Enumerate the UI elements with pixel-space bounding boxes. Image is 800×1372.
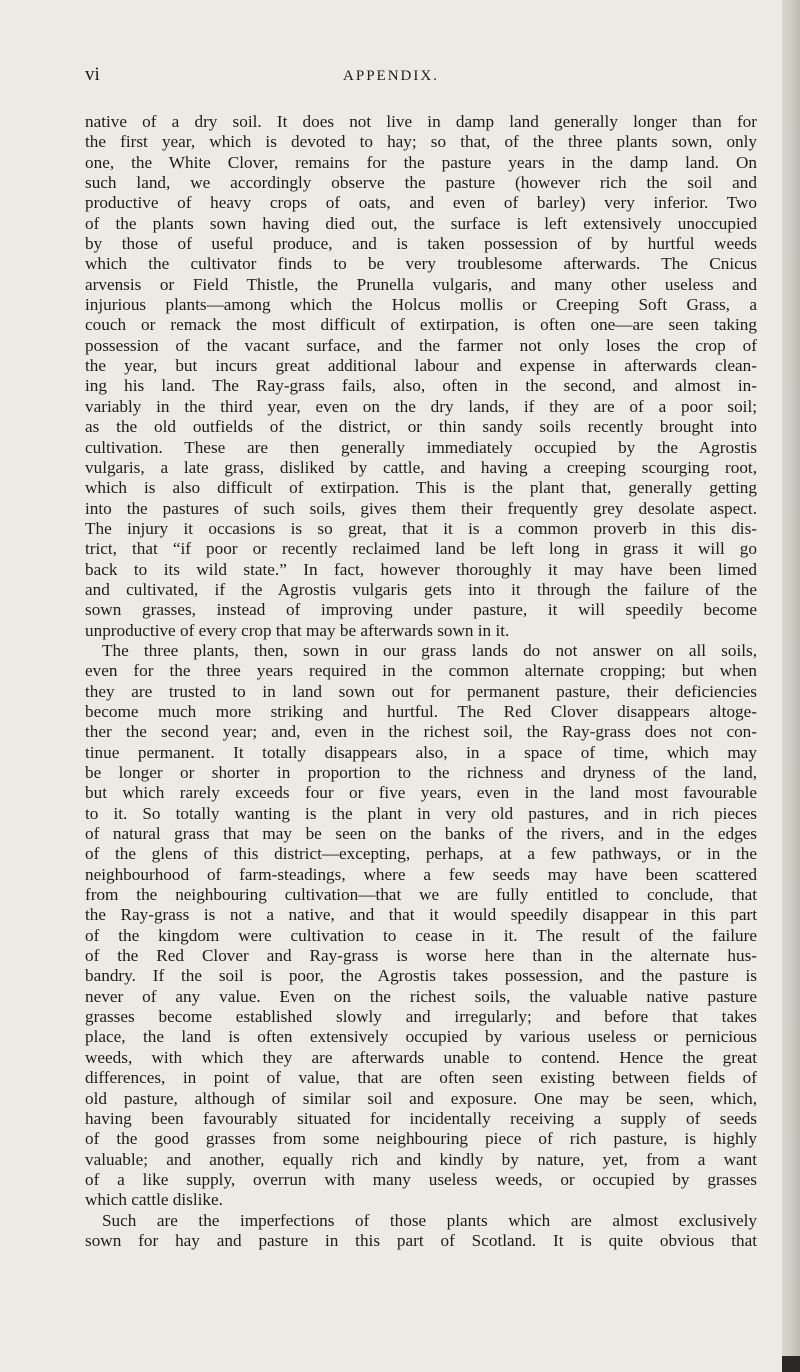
text-line: they are trusted to in land sown out for permanent pasture, their deficiencies — [85, 681, 757, 701]
text-line: even for the three years required in the common alternate cropping; but when — [85, 661, 757, 681]
text-line: of a like supply, overrun with many useless weeds, or occupied by grasses — [85, 1169, 757, 1189]
text-line: one, the White Clover, remains for the pasture years in the damp land. On — [85, 152, 757, 172]
text-line: of natural grass that may be seen on the banks of the rivers, and in the edges — [85, 824, 757, 844]
paragraph — [85, 112, 757, 641]
paragraph — [85, 1211, 757, 1252]
text-line: of the kingdom were cultivation to cease in it. The result of the failure — [85, 925, 757, 945]
body-text — [85, 112, 757, 1251]
text-line: and cultivated, if the Agrostis vulgaris gets into it through the failure of the — [85, 579, 757, 599]
text-line: which the cultivator finds to be very troublesome afterwards. The Cnicus — [85, 254, 757, 274]
text-line: arvensis or Field Thistle, the Prunella vulgaris, and many other useless and — [85, 274, 757, 294]
page-edge — [782, 0, 800, 1372]
text-line: trict, that “if poor or recently reclaimed land be left long in grass it will go — [85, 539, 757, 559]
text-line: having been favourably situated for incidentally receiving a supply of seeds — [85, 1108, 757, 1128]
text-line: into the pastures of such soils, gives them their frequently grey desolate aspect. — [85, 498, 757, 518]
text-line: sown for hay and pasture in this part of Scotland. It is quite obvious that — [85, 1230, 757, 1250]
text-line: native of a dry soil. It does not live in damp land generally longer than for — [85, 112, 757, 131]
text-line: from the neighbouring cultivation—that we are fully entitled to conclude, that — [85, 885, 757, 905]
text-line: neighbourhood of farm-steadings, where a few seeds may have been scattered — [85, 864, 757, 884]
text-line: to it. So totally wanting is the plant in very old pastures, and in rich pieces — [85, 803, 757, 823]
text-line: cultivation. These are then generally immediately occupied by the Agrostis — [85, 437, 757, 457]
text-line: but which rarely exceeds four or five years, even in the land most favourable — [85, 783, 757, 803]
text-line: which is also difficult of extirpation. This is the plant that, generally getting — [85, 478, 757, 498]
text-line: variably in the third year, even on the dry lands, if they are of a poor soil; — [85, 396, 757, 416]
text-line: bandry. If the soil is poor, the Agrostis takes possession, and the pasture is — [85, 966, 757, 986]
text-line: which cattle dislike. — [85, 1190, 223, 1210]
text-line: be longer or shorter in proportion to the richness and dryness of the land, — [85, 763, 757, 782]
text-line: possession of the vacant surface, and the farmer not only loses the crop of — [85, 335, 757, 355]
running-head: APPENDIX. — [343, 68, 439, 84]
text-line: back to its wild state.” In fact, however thoroughly it may have been limed — [85, 559, 757, 579]
text-line: the year, but incurs great additional labour and expense in afterwards clean- — [85, 356, 757, 376]
text-line: unproductive of every crop that may be afterwards sown in it. — [85, 620, 510, 640]
text-line: differences, in point of value, that are often seen existing between fields of — [85, 1068, 757, 1088]
page-corner-shadow — [782, 1356, 800, 1372]
text-line: couch or remack the most difficult of extirpation, is often one—are seen taking — [85, 315, 757, 335]
text-line: injurious plants—among which the Holcus mollis or Creeping Soft Grass, a — [85, 295, 757, 315]
page-number: vi — [85, 64, 100, 85]
text-line: The injury it occasions is so great, that it is a common proverb in this dis- — [85, 518, 757, 538]
text-line: grasses become established slowly and irregularly; and before that takes — [85, 1007, 757, 1027]
text-line: the Ray-grass is not a native, and that it would speedily disappear in this part — [85, 905, 757, 925]
text-line: as the old outfields of the district, or thin sandy soils recently brought into — [85, 417, 757, 437]
text-line: weeds, with which they are afterwards unable to contend. Hence the great — [85, 1047, 757, 1067]
text-line: of the plants sown having died out, the surface is left extensively unoccupied — [85, 213, 757, 233]
text-line: of the Red Clover and Ray-grass is worse here than in the alternate hus- — [85, 946, 757, 966]
text-line: become much more striking and hurtful. The Red Clover disappears altoge- — [85, 701, 757, 721]
text-line: vulgaris, a late grass, disliked by cattle, and having a creeping scourging root, — [85, 457, 757, 477]
text-line: of the glens of this district—excepting, perhaps, at a few pathways, or in the — [85, 844, 757, 864]
text-line: tinue permanent. It totally disappears also, in a space of time, which may — [85, 742, 757, 762]
text-line: place, the land is often extensively occupied by various useless or pernicious — [85, 1027, 757, 1047]
text-line: ther the second year; and, even in the richest soil, the Ray-grass does not con- — [85, 722, 757, 742]
text-line: by those of useful produce, and is taken possession of by hurtful weeds — [85, 234, 757, 254]
text-line: sown grasses, instead of improving under pasture, it will speedily become — [85, 600, 757, 620]
text-line: The three plants, then, sown in our grass lands do not answer on all soils, — [102, 640, 757, 660]
text-line: Such are the imperfections of those plants which are almost exclusively — [102, 1210, 757, 1230]
text-line: the first year, which is devoted to hay; so that, of the three plants sown, only — [85, 132, 757, 152]
text-line: such land, we accordingly observe the pasture (however rich the soil and — [85, 173, 757, 193]
text-line: never of any value. Even on the richest soils, the valuable native pasture — [85, 986, 757, 1006]
text-line: productive of heavy crops of oats, and even of barley) very inferior. Two — [85, 193, 757, 213]
text-line: ing his land. The Ray-grass fails, also, often in the second, and almost in- — [85, 376, 757, 396]
text-line: valuable; and another, equally rich and kindly by nature, yet, from a want — [85, 1149, 757, 1169]
paragraph — [85, 641, 757, 1211]
text-line: old pasture, although of similar soil and exposure. One may be seen, which, — [85, 1088, 757, 1108]
text-line: of the good grasses from some neighbouring piece of rich pasture, is highly — [85, 1129, 757, 1149]
